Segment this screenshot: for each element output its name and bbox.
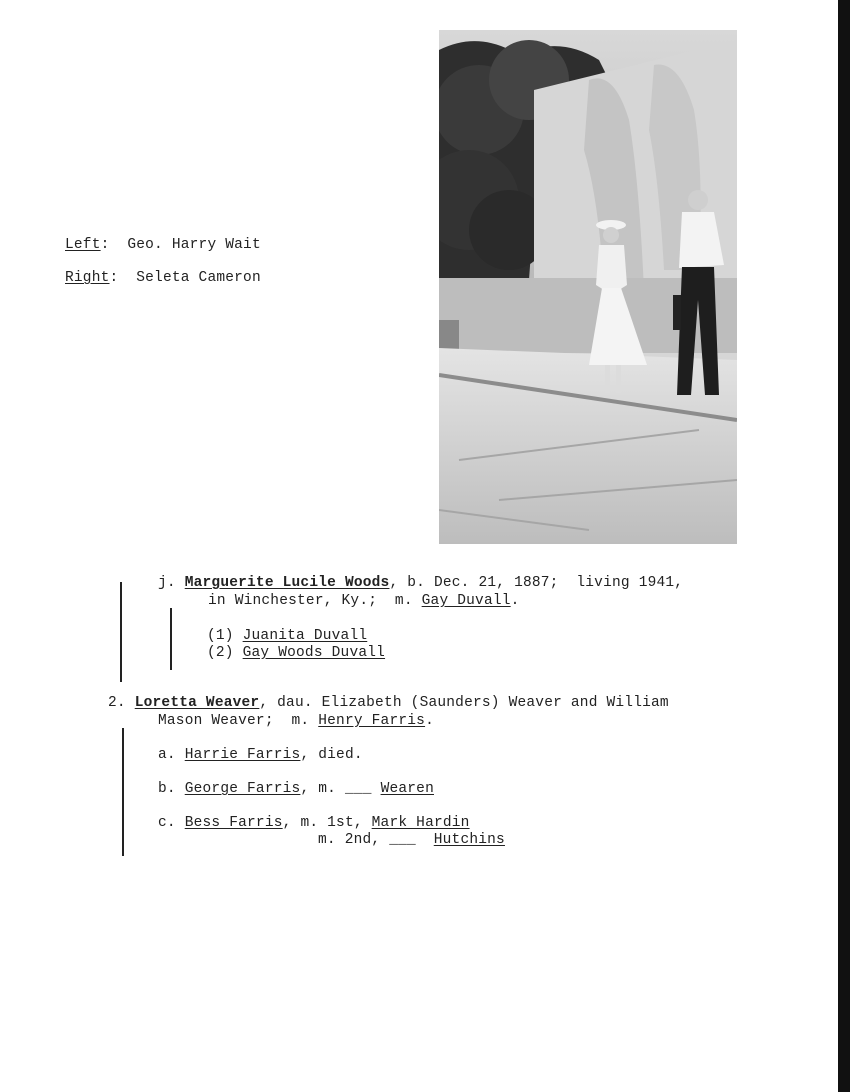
entry-2b-name: George Farris [184, 781, 301, 797]
caption-right: Right: Seleta Cameron [65, 270, 261, 286]
entry-j-child-2 [207, 644, 385, 662]
entry-2-line2-prefix: Mason Weaver; m. [158, 713, 319, 729]
entry-2a-name: Harrie Farris [184, 747, 301, 763]
entry-2c-spouse1: Mark Hardin [371, 815, 470, 831]
memorial-photo [439, 30, 737, 544]
bracket-rule-j [120, 582, 122, 682]
entry-j-name: Marguerite Lucile Woods [184, 575, 390, 591]
entry-2b-marker: b. [158, 781, 176, 797]
entry-2-line1 [108, 694, 669, 712]
entry-j-child-2-name: Gay Woods Duvall [242, 645, 386, 661]
entry-2b-spouse: Wearen [380, 781, 434, 797]
entry-2c-marker: c. [158, 815, 176, 831]
entry-j-line1 [158, 574, 683, 592]
entry-2b-mid: , m. [300, 781, 345, 797]
entry-j-line2-suffix: . [510, 593, 520, 609]
entry-j-child-1 [207, 627, 367, 645]
entry-j-marker: j. [158, 575, 176, 591]
bracket-rule-2 [122, 728, 124, 856]
entry-2b-blank: ___ [344, 781, 372, 797]
entry-2c-mid: , m. 1st, [282, 815, 372, 831]
bracket-rule-j-children [170, 608, 172, 670]
entry-j-child-2-marker: (2) [207, 645, 234, 661]
memorial-photo-icon [439, 30, 737, 544]
page-edge [838, 0, 850, 1092]
entry-j-line1-rest: , b. Dec. 21, 1887; living 1941, [389, 575, 684, 591]
entry-j-line2 [208, 592, 520, 610]
entry-2-marker: 2. [108, 695, 126, 711]
entry-2-line1-rest: , dau. Elizabeth (Saunders) Weaver and William [259, 695, 669, 711]
caption-right-label: Right [65, 270, 110, 286]
entry-2-line2 [158, 712, 434, 730]
caption-right-name: Seleta Cameron [136, 270, 261, 286]
entry-j-spouse: Gay Duvall [421, 593, 511, 609]
caption-left-label: Left [65, 237, 101, 253]
entry-2c-line1 [158, 814, 470, 832]
entry-2-name: Loretta Weaver [134, 695, 260, 711]
entry-2-spouse: Henry Farris [318, 713, 426, 729]
entry-j-line2-prefix: in Winchester, Ky.; m. [208, 593, 422, 609]
entry-2c-line2 [318, 831, 505, 849]
entry-2a-marker: a. [158, 747, 176, 763]
entry-2a [158, 746, 363, 764]
entry-2-line2-suffix: . [425, 713, 434, 729]
entry-j-child-1-marker: (1) [207, 628, 234, 644]
entry-2c-blank: ___ [389, 832, 416, 848]
entry-2a-rest: , died. [300, 747, 363, 763]
entry-2b [158, 780, 434, 798]
entry-2c-name: Bess Farris [184, 815, 283, 831]
entry-2c-line2-prefix: m. 2nd, [318, 832, 390, 848]
entry-2c-spouse2: Hutchins [433, 832, 505, 848]
caption-left-name: Geo. Harry Wait [127, 237, 261, 253]
entry-j-child-1-name: Juanita Duvall [242, 628, 368, 644]
caption-left: Left: Geo. Harry Wait [65, 237, 261, 253]
